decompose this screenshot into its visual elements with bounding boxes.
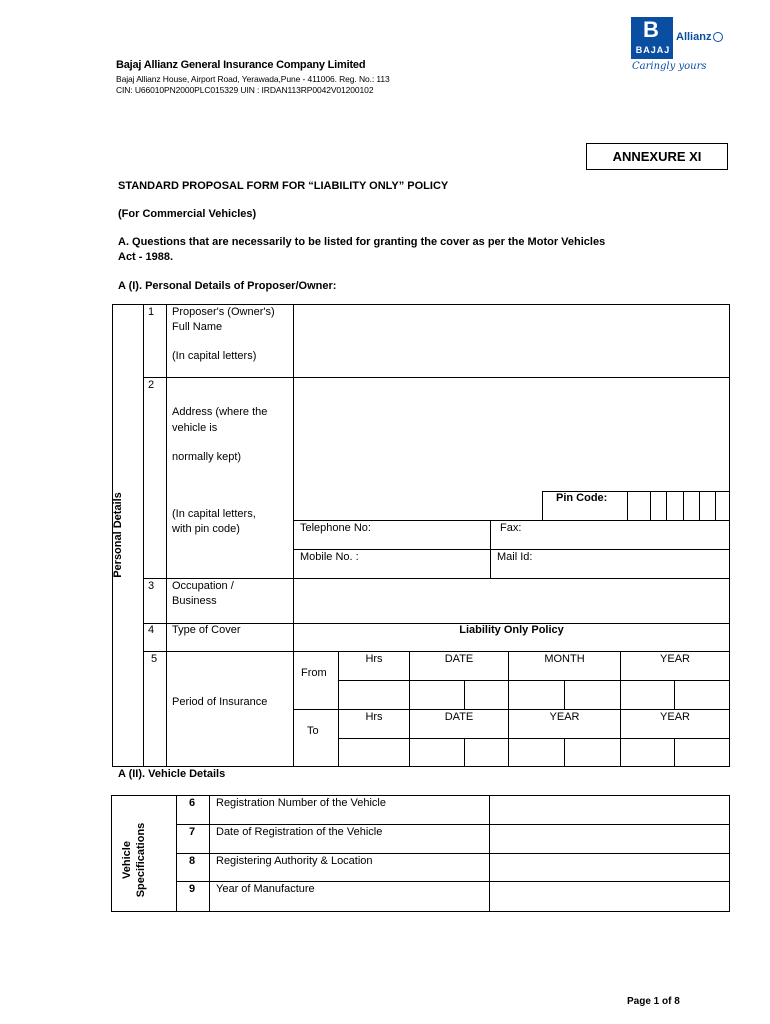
address-hint: (In capital letters, [172, 508, 256, 520]
to-month-header: YEAR [549, 711, 580, 723]
section-a-heading-line1: A. Questions that are necessarily to be listed for granting the cover as per the Motor Vehicles [118, 236, 606, 248]
proposer-name-hint: (In capital letters) [172, 350, 257, 362]
section-a2-heading: A (II). Vehicle Details [118, 768, 226, 780]
from-year-header: YEAR [660, 653, 690, 665]
mail-label: Mail Id: [497, 551, 533, 563]
proposer-name-label: Proposer's (Owner's) [172, 306, 275, 318]
form-title: STANDARD PROPOSAL FORM FOR “LIABILITY ONLY” POLICY [118, 180, 449, 192]
address-label: Address (where the [172, 406, 268, 418]
registration-number-field[interactable] [490, 796, 729, 824]
vehicle-specifications-side-label: Vehicle Specifications [121, 822, 147, 898]
annexure-box: ANNEXURE XI [586, 143, 728, 170]
company-address: Bajaj Allianz House, Airport Road, Yerawada,Pune - 411006. Reg. No.: 113 [116, 74, 390, 84]
section-a1-heading: A (I). Personal Details of Proposer/Owner: [118, 280, 337, 292]
year-of-manufacture-field[interactable] [490, 882, 729, 911]
row-number: 9 [189, 883, 196, 895]
section-a-heading-line2: Act - 1988. [118, 251, 174, 263]
to-label: To [307, 725, 319, 737]
logo-tagline: Caringly yours [632, 61, 707, 72]
type-of-cover-value: Liability Only Policy [459, 624, 564, 636]
row-number: 2 [148, 379, 155, 391]
address-field[interactable] [294, 378, 729, 490]
occupation-field[interactable] [294, 579, 729, 623]
bajaj-logo-text: BAJAJ [635, 45, 671, 55]
registration-date-field[interactable] [490, 825, 729, 853]
to-date-header: DATE [444, 711, 474, 723]
personal-details-side-label: Personal Details [112, 492, 124, 578]
proposer-name-label-2: Full Name [172, 321, 223, 333]
to-year-header: YEAR [660, 711, 690, 723]
row-number: 6 [189, 797, 196, 809]
row-number: 1 [148, 306, 155, 318]
address-label-2: vehicle is [172, 422, 218, 434]
proposer-name-field[interactable] [294, 305, 729, 377]
from-hrs-header: Hrs [365, 653, 383, 665]
allianz-eagle-icon [713, 32, 723, 42]
pin-code-field[interactable] [628, 492, 728, 520]
form-subtitle: (For Commercial Vehicles) [118, 208, 257, 220]
row-number: 3 [148, 580, 155, 592]
page-number: Page 1 of 8 [627, 996, 680, 1007]
from-date-fields[interactable] [339, 681, 729, 709]
from-date-header: DATE [444, 653, 474, 665]
row-number: 5 [151, 653, 158, 665]
registering-authority-field[interactable] [490, 854, 729, 881]
company-cin: CIN: U66010PN2000PLC015329 UIN : IRDAN113RP0042V01200102 [116, 85, 374, 95]
occupation-label: Occupation / [172, 580, 234, 592]
row-number: 4 [148, 624, 155, 636]
registering-authority-label: Registering Authority & Location [216, 855, 373, 867]
telephone-label: Telephone No: [300, 522, 371, 534]
to-hrs-header: Hrs [365, 711, 383, 723]
fax-label: Fax: [500, 522, 522, 534]
year-of-manufacture-label: Year of Manufacture [216, 883, 315, 895]
from-month-header: MONTH [544, 653, 585, 665]
address-label-3: normally kept) [172, 451, 242, 463]
type-of-cover-label: Type of Cover [172, 624, 241, 636]
row-number: 7 [189, 826, 196, 838]
row-number: 8 [189, 855, 196, 867]
allianz-logo-text: Allianz [676, 31, 712, 43]
company-name: Bajaj Allianz General Insurance Company Limited [116, 59, 366, 71]
period-label: Period of Insurance [172, 696, 268, 708]
occupation-label-2: Business [172, 595, 217, 607]
mobile-label: Mobile No. : [300, 551, 359, 563]
registration-number-label: Registration Number of the Vehicle [216, 797, 386, 809]
bajaj-b-icon: B [643, 17, 659, 42]
registration-date-label: Date of Registration of the Vehicle [216, 826, 383, 838]
to-date-fields[interactable] [339, 739, 729, 766]
from-label: From [301, 667, 327, 679]
pin-code-label: Pin Code: [556, 492, 608, 504]
address-hint-2: with pin code) [172, 523, 240, 535]
